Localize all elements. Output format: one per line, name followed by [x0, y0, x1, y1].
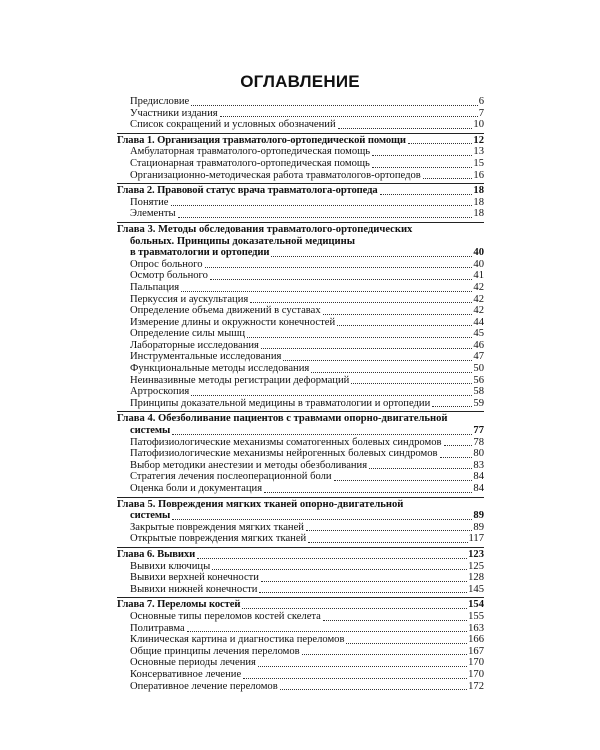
- toc-entry[interactable]: [117, 483, 484, 495]
- entry-title: Организационно-методическая работа травматологов-ортопедов: [130, 169, 421, 181]
- entry-title: Неинвазивные методы регистрации деформаций: [130, 374, 350, 386]
- dot-leader: [172, 434, 472, 435]
- chapter-entry[interactable]: [117, 549, 484, 561]
- chapter-entry[interactable]: [117, 247, 484, 259]
- page-number: 56: [473, 374, 484, 386]
- toc-entry[interactable]: [117, 170, 484, 182]
- dot-leader: [440, 457, 473, 458]
- entry-title: Измерение длины и окружности конечностей: [130, 316, 336, 328]
- toc-entry[interactable]: [117, 305, 484, 317]
- entry-title: Лабораторные исследования: [130, 339, 259, 351]
- page-number: 163: [468, 622, 484, 634]
- page-number: 10: [473, 119, 484, 131]
- page-number: 40: [473, 247, 484, 259]
- entry-title: Вывихи ключицы: [130, 560, 211, 572]
- chapter-divider: [117, 497, 484, 498]
- toc-entry[interactable]: [117, 584, 484, 596]
- table-of-contents: [117, 96, 484, 692]
- entry-title: Оценка боли и документация: [130, 483, 263, 494]
- dot-leader: [308, 542, 467, 543]
- toc-entry[interactable]: [117, 328, 484, 340]
- page-number: 170: [468, 657, 484, 669]
- toc-entry[interactable]: [117, 398, 484, 410]
- toc-entry[interactable]: [117, 351, 484, 363]
- entry-title: Амбулаторная травматолого-ортопедическая помощь: [130, 146, 371, 158]
- entry-title: Функциональные методы исследования: [130, 363, 310, 375]
- dot-leader: [261, 348, 473, 349]
- dot-leader: [210, 279, 472, 280]
- entry-title: Общие принципы лечения переломов: [130, 645, 300, 657]
- page-number: 123: [468, 548, 484, 560]
- toc-entry[interactable]: [117, 270, 484, 282]
- toc-entry[interactable]: [117, 386, 484, 398]
- page-number: 42: [473, 293, 484, 305]
- chapter-divider: [117, 547, 484, 548]
- dot-leader: [271, 256, 472, 257]
- entry-title: Консервативное лечение: [130, 668, 242, 680]
- entry-title: Определение объема движений в суставах: [130, 305, 321, 317]
- page-number: 42: [473, 305, 484, 317]
- dot-leader: [346, 643, 467, 644]
- toc-entry[interactable]: [117, 572, 484, 584]
- entry-title: системы: [130, 425, 171, 437]
- page-number: 78: [473, 436, 484, 448]
- entry-title: Основные типы переломов костей скелета: [130, 610, 321, 622]
- dot-leader: [259, 592, 467, 593]
- dot-leader: [302, 654, 467, 655]
- dot-leader: [264, 492, 472, 493]
- page-number: 128: [468, 572, 484, 584]
- page-number: 155: [468, 610, 484, 622]
- entry-title: Глава 7. Переломы костей: [117, 599, 241, 611]
- entry-title: Список сокращений и условных обозначений: [130, 119, 336, 131]
- entry-title: Глава 2. Правовой статус врача травматолога-ортопеда: [117, 185, 378, 197]
- entry-title: в травматологии и ортопедии: [130, 247, 270, 259]
- page-number: 42: [473, 281, 484, 293]
- entry-title: Выбор методики анестезии и методы обезболивания: [130, 459, 368, 471]
- page-number: 58: [473, 386, 484, 398]
- dot-leader: [205, 267, 473, 268]
- dot-leader: [334, 480, 473, 481]
- dot-leader: [408, 143, 473, 144]
- toc-entry[interactable]: [117, 340, 484, 352]
- dot-leader: [220, 116, 478, 117]
- page-number: 84: [473, 483, 484, 494]
- page-number: 40: [473, 258, 484, 270]
- page-number: 18: [473, 185, 484, 197]
- toc-entry[interactable]: [117, 460, 484, 472]
- page-number: 13: [473, 146, 484, 158]
- toc-entry[interactable]: [117, 96, 484, 108]
- page-number: 83: [473, 459, 484, 471]
- toc-entry[interactable]: [117, 282, 484, 294]
- toc-entry[interactable]: [117, 158, 484, 170]
- dot-leader: [178, 217, 473, 218]
- dot-leader: [187, 631, 467, 632]
- toc-entry[interactable]: [117, 146, 484, 158]
- entry-title: Политравма: [130, 622, 185, 634]
- entry-title: Открытые повреждения мягких тканей: [130, 533, 307, 545]
- page-number: 6: [478, 96, 484, 107]
- entry-title: Предисловие: [130, 96, 190, 107]
- chapter-heading-line: Глава 4. Обезболивание пациентов с травмами опорно-двигательной: [117, 413, 448, 425]
- chapter-divider: [117, 222, 484, 223]
- dot-leader: [351, 383, 472, 384]
- page-number: 7: [478, 107, 484, 119]
- chapter-entry[interactable]: [117, 599, 484, 611]
- entry-title: Участники издания: [130, 107, 218, 119]
- chapter-heading-line: Глава 3. Методы обследования травматолого-ортопедических: [117, 223, 413, 235]
- toc-entry[interactable]: [117, 657, 484, 669]
- page-number: 44: [473, 316, 484, 328]
- toc-entry[interactable]: [117, 533, 484, 545]
- page-number: 77: [473, 425, 484, 437]
- toc-entry[interactable]: [117, 375, 484, 387]
- entry-title: Стратегия лечения послеоперационной боли: [130, 471, 332, 483]
- entry-title: Инструментальные исследования: [130, 351, 282, 363]
- page-number: 18: [473, 208, 484, 220]
- entry-title: Перкуссия и аускультация: [130, 293, 249, 305]
- dot-leader: [191, 395, 472, 396]
- dot-leader: [191, 105, 477, 106]
- page-number: 50: [473, 363, 484, 375]
- page-number: 145: [468, 583, 484, 595]
- dot-leader: [172, 519, 472, 520]
- entry-title: Артроскопия: [130, 386, 190, 398]
- page-number: 170: [468, 668, 484, 680]
- page-number: 166: [468, 634, 484, 646]
- entry-title: Стационарная травматолого-ортопедическая помощь: [130, 157, 370, 169]
- entry-title: Глава 6. Вывихи: [117, 548, 196, 560]
- entry-title: Опрос больного: [130, 258, 203, 270]
- entry-title: Основные периоды лечения: [130, 657, 256, 669]
- entry-title: системы: [130, 510, 171, 522]
- entry-title: Определение силы мышц: [130, 328, 246, 340]
- page-number: 47: [473, 351, 484, 363]
- toc-entry[interactable]: [117, 437, 484, 449]
- entry-title: Патофизиологические механизмы соматогенных болевых синдромов: [130, 436, 442, 448]
- dot-leader: [261, 581, 467, 582]
- dot-leader: [247, 337, 472, 338]
- entry-title: Оперативное лечение переломов: [130, 680, 278, 692]
- entry-title: Вывихи верхней конечности: [130, 572, 259, 584]
- dot-leader: [380, 194, 473, 195]
- toc-entry[interactable]: [117, 522, 484, 534]
- page-number: 45: [473, 328, 484, 340]
- dot-leader: [242, 608, 467, 609]
- chapter-divider: [117, 411, 484, 412]
- page-number: 80: [473, 448, 484, 460]
- dot-leader: [323, 620, 467, 621]
- chapter-heading-line: Глава 5. Повреждения мягких тканей опорно-двигательной: [117, 498, 404, 510]
- dot-leader: [337, 325, 472, 326]
- page-number: 12: [473, 134, 484, 146]
- page-number: 154: [468, 599, 484, 611]
- page-number: 59: [473, 397, 484, 409]
- entry-title: Элементы: [130, 208, 176, 220]
- dot-leader: [323, 314, 473, 315]
- dot-leader: [444, 445, 473, 446]
- dot-leader: [283, 360, 472, 361]
- toc-entry[interactable]: [117, 108, 484, 120]
- chapter-entry[interactable]: [117, 510, 484, 522]
- toc-entry[interactable]: [117, 448, 484, 460]
- toc-entry[interactable]: [117, 623, 484, 635]
- entry-title: Вывихи нижней конечности: [130, 583, 258, 595]
- entry-title: Глава 1. Организация травматолого-ортопедической помощи: [117, 134, 406, 146]
- entry-title: Патофизиологические механизмы нейрогенных болевых синдромов: [130, 448, 438, 460]
- dot-leader: [197, 558, 467, 559]
- entry-title: Клиническая картина и диагностика переломов: [130, 634, 345, 646]
- toc-entry[interactable]: [117, 363, 484, 375]
- dot-leader: [243, 678, 467, 679]
- toc-entry[interactable]: [117, 611, 484, 623]
- chapter-entry[interactable]: [117, 135, 484, 147]
- chapter-heading-line: больных. Принципы доказательной медицины: [130, 235, 356, 247]
- toc-entry[interactable]: [117, 259, 484, 271]
- page-number: 84: [473, 471, 484, 483]
- dot-leader: [171, 205, 473, 206]
- chapter-divider: [117, 597, 484, 598]
- page-number: 89: [473, 510, 484, 522]
- entry-title: Понятие: [130, 196, 169, 208]
- dot-leader: [181, 291, 472, 292]
- entry-title: Пальпация: [130, 281, 180, 293]
- dot-leader: [423, 178, 473, 179]
- page-number: 117: [468, 533, 484, 545]
- dot-leader: [432, 406, 472, 407]
- dot-leader: [306, 530, 472, 531]
- entry-title: Закрытые повреждения мягких тканей: [130, 521, 304, 533]
- dot-leader: [338, 128, 473, 129]
- dot-leader: [280, 689, 467, 690]
- dot-leader: [372, 155, 472, 156]
- dot-leader: [212, 569, 467, 570]
- toc-entry[interactable]: [117, 317, 484, 329]
- dot-leader: [311, 372, 472, 373]
- toc-entry[interactable]: [117, 471, 484, 483]
- dot-leader: [372, 167, 473, 168]
- toc-entry[interactable]: [117, 669, 484, 681]
- page-number: 18: [473, 196, 484, 208]
- toc-entry[interactable]: [117, 294, 484, 306]
- page-number: 46: [473, 339, 484, 351]
- page-number: 172: [468, 680, 484, 692]
- entry-title: Осмотр больного: [130, 270, 208, 282]
- toc-entry[interactable]: [117, 197, 484, 209]
- dot-leader: [258, 666, 467, 667]
- page-number: 89: [473, 521, 484, 533]
- toc-entry[interactable]: [117, 561, 484, 573]
- page-number: 16: [473, 169, 484, 181]
- dot-leader: [369, 468, 472, 469]
- page-number: 167: [468, 645, 484, 657]
- chapter-entry[interactable]: [117, 185, 484, 197]
- page-title: ОГЛАВЛЕНИЕ: [240, 72, 360, 91]
- page-number: 15: [473, 157, 484, 169]
- dot-leader: [250, 302, 472, 303]
- toc-entry[interactable]: [117, 681, 484, 693]
- page-number: 41: [473, 270, 484, 282]
- chapter-divider: [117, 183, 484, 184]
- toc-entry[interactable]: [117, 119, 484, 131]
- entry-title: Принципы доказательной медицины в травматологии и ортопедии: [130, 397, 431, 409]
- chapter-divider: [117, 133, 484, 134]
- page-number: 125: [468, 560, 484, 572]
- chapter-entry[interactable]: [117, 425, 484, 437]
- toc-entry[interactable]: [117, 634, 484, 646]
- toc-entry[interactable]: [117, 208, 484, 220]
- toc-entry[interactable]: [117, 646, 484, 658]
